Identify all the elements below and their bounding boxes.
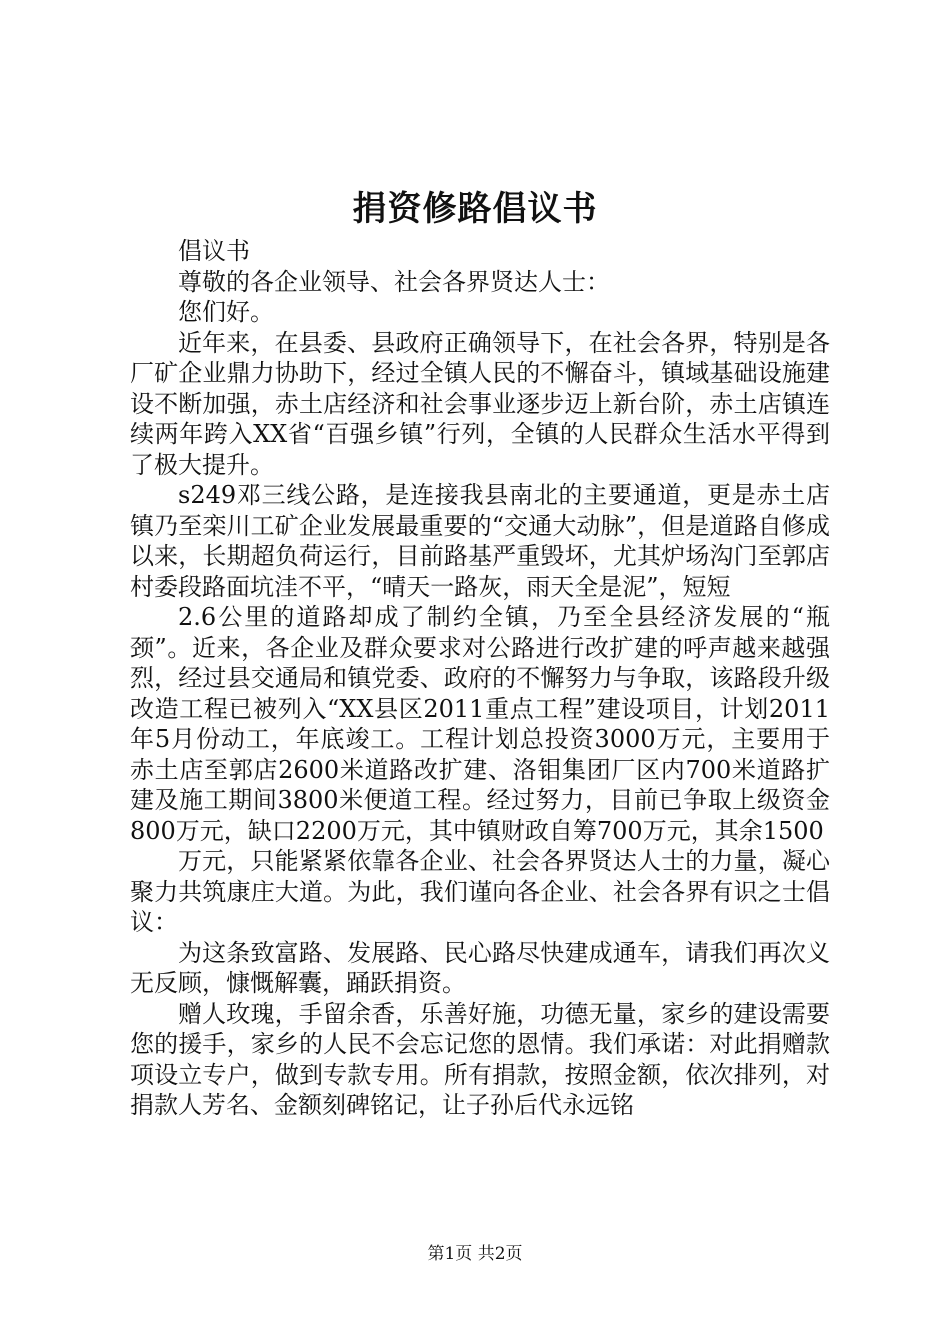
body-paragraph: 2.6公里的道路却成了制约全镇，乃至全县经济发展的“瓶颈”。近来，各企业及群众要求对公路进行改扩建的呼声越来越强烈，经过县交通局和镇党委、政府的不懈努力与争取，该路段升级改造工程已被列入“XX县区2011重点工程”建设项目，计划2011年5月份动工，年底竣工。工程计划总投资3000万元，主要用于赤土店至郭店2600米道路改扩建、洛钼集团厂区内700米道路扩建及施工期间3800米便道工程。经过努力，目前已争取上级资金800万元，缺口2200万元，其中镇财政自筹700万元，其余1500	[130, 603, 830, 845]
body-paragraph: 为这条致富路、发展路、民心路尽快建成通车，请我们再次义无反顾，慷慨解囊，踊跃捐资。	[130, 938, 830, 997]
salutation-heading: 倡议书	[178, 237, 250, 265]
addressee-line: 尊敬的各企业领导、社会各界贤达人士：	[178, 267, 610, 296]
body-paragraph: s249邓三线公路，是连接我县南北的主要通道，更是赤土店镇乃至栾川工矿企业发展最重要的“交通大动脉”，但是道路自修成以来，长期超负荷运行，目前路基严重毁坏，尤其炉场沟门至郭店村委段路面坑洼不平，“晴天一路灰，雨天全是泥”，短短	[130, 481, 830, 601]
page-number-footer: 第1页 共2页	[427, 1244, 523, 1264]
greeting-line: 您们好。	[178, 298, 274, 326]
document-title: 捐资修路倡议书	[352, 189, 598, 229]
body-paragraph: 近年来，在县委、县政府正确领导下，在社会各界，特别是各厂矿企业鼎力协助下，经过全镇人民的不懈奋斗，镇域基础设施建设不断加强，赤土店经济和社会事业逐步迈上新台阶，赤土店镇连续两年跨入XX省“百强乡镇”行列，全镇的人民群众生活水平得到了极大提升。	[130, 328, 830, 479]
body-paragraph: 万元，只能紧紧依靠各企业、社会各界贤达人士的力量，凝心聚力共筑康庄大道。为此，我们谨向各企业、社会各界有识之士倡议：	[130, 847, 830, 936]
body-paragraph: 赠人玫瑰，手留余香，乐善好施，功德无量，家乡的建设需要您的援手，家乡的人民不会忘记您的恩情。我们承诺：对此捐赠款项设立专户，做到专款专用。所有捐款，按照金额，依次排列，对捐款人芳名、金额刻碑铭记，让子孙后代永远铭	[130, 999, 830, 1119]
document-body	[130, 236, 830, 1121]
